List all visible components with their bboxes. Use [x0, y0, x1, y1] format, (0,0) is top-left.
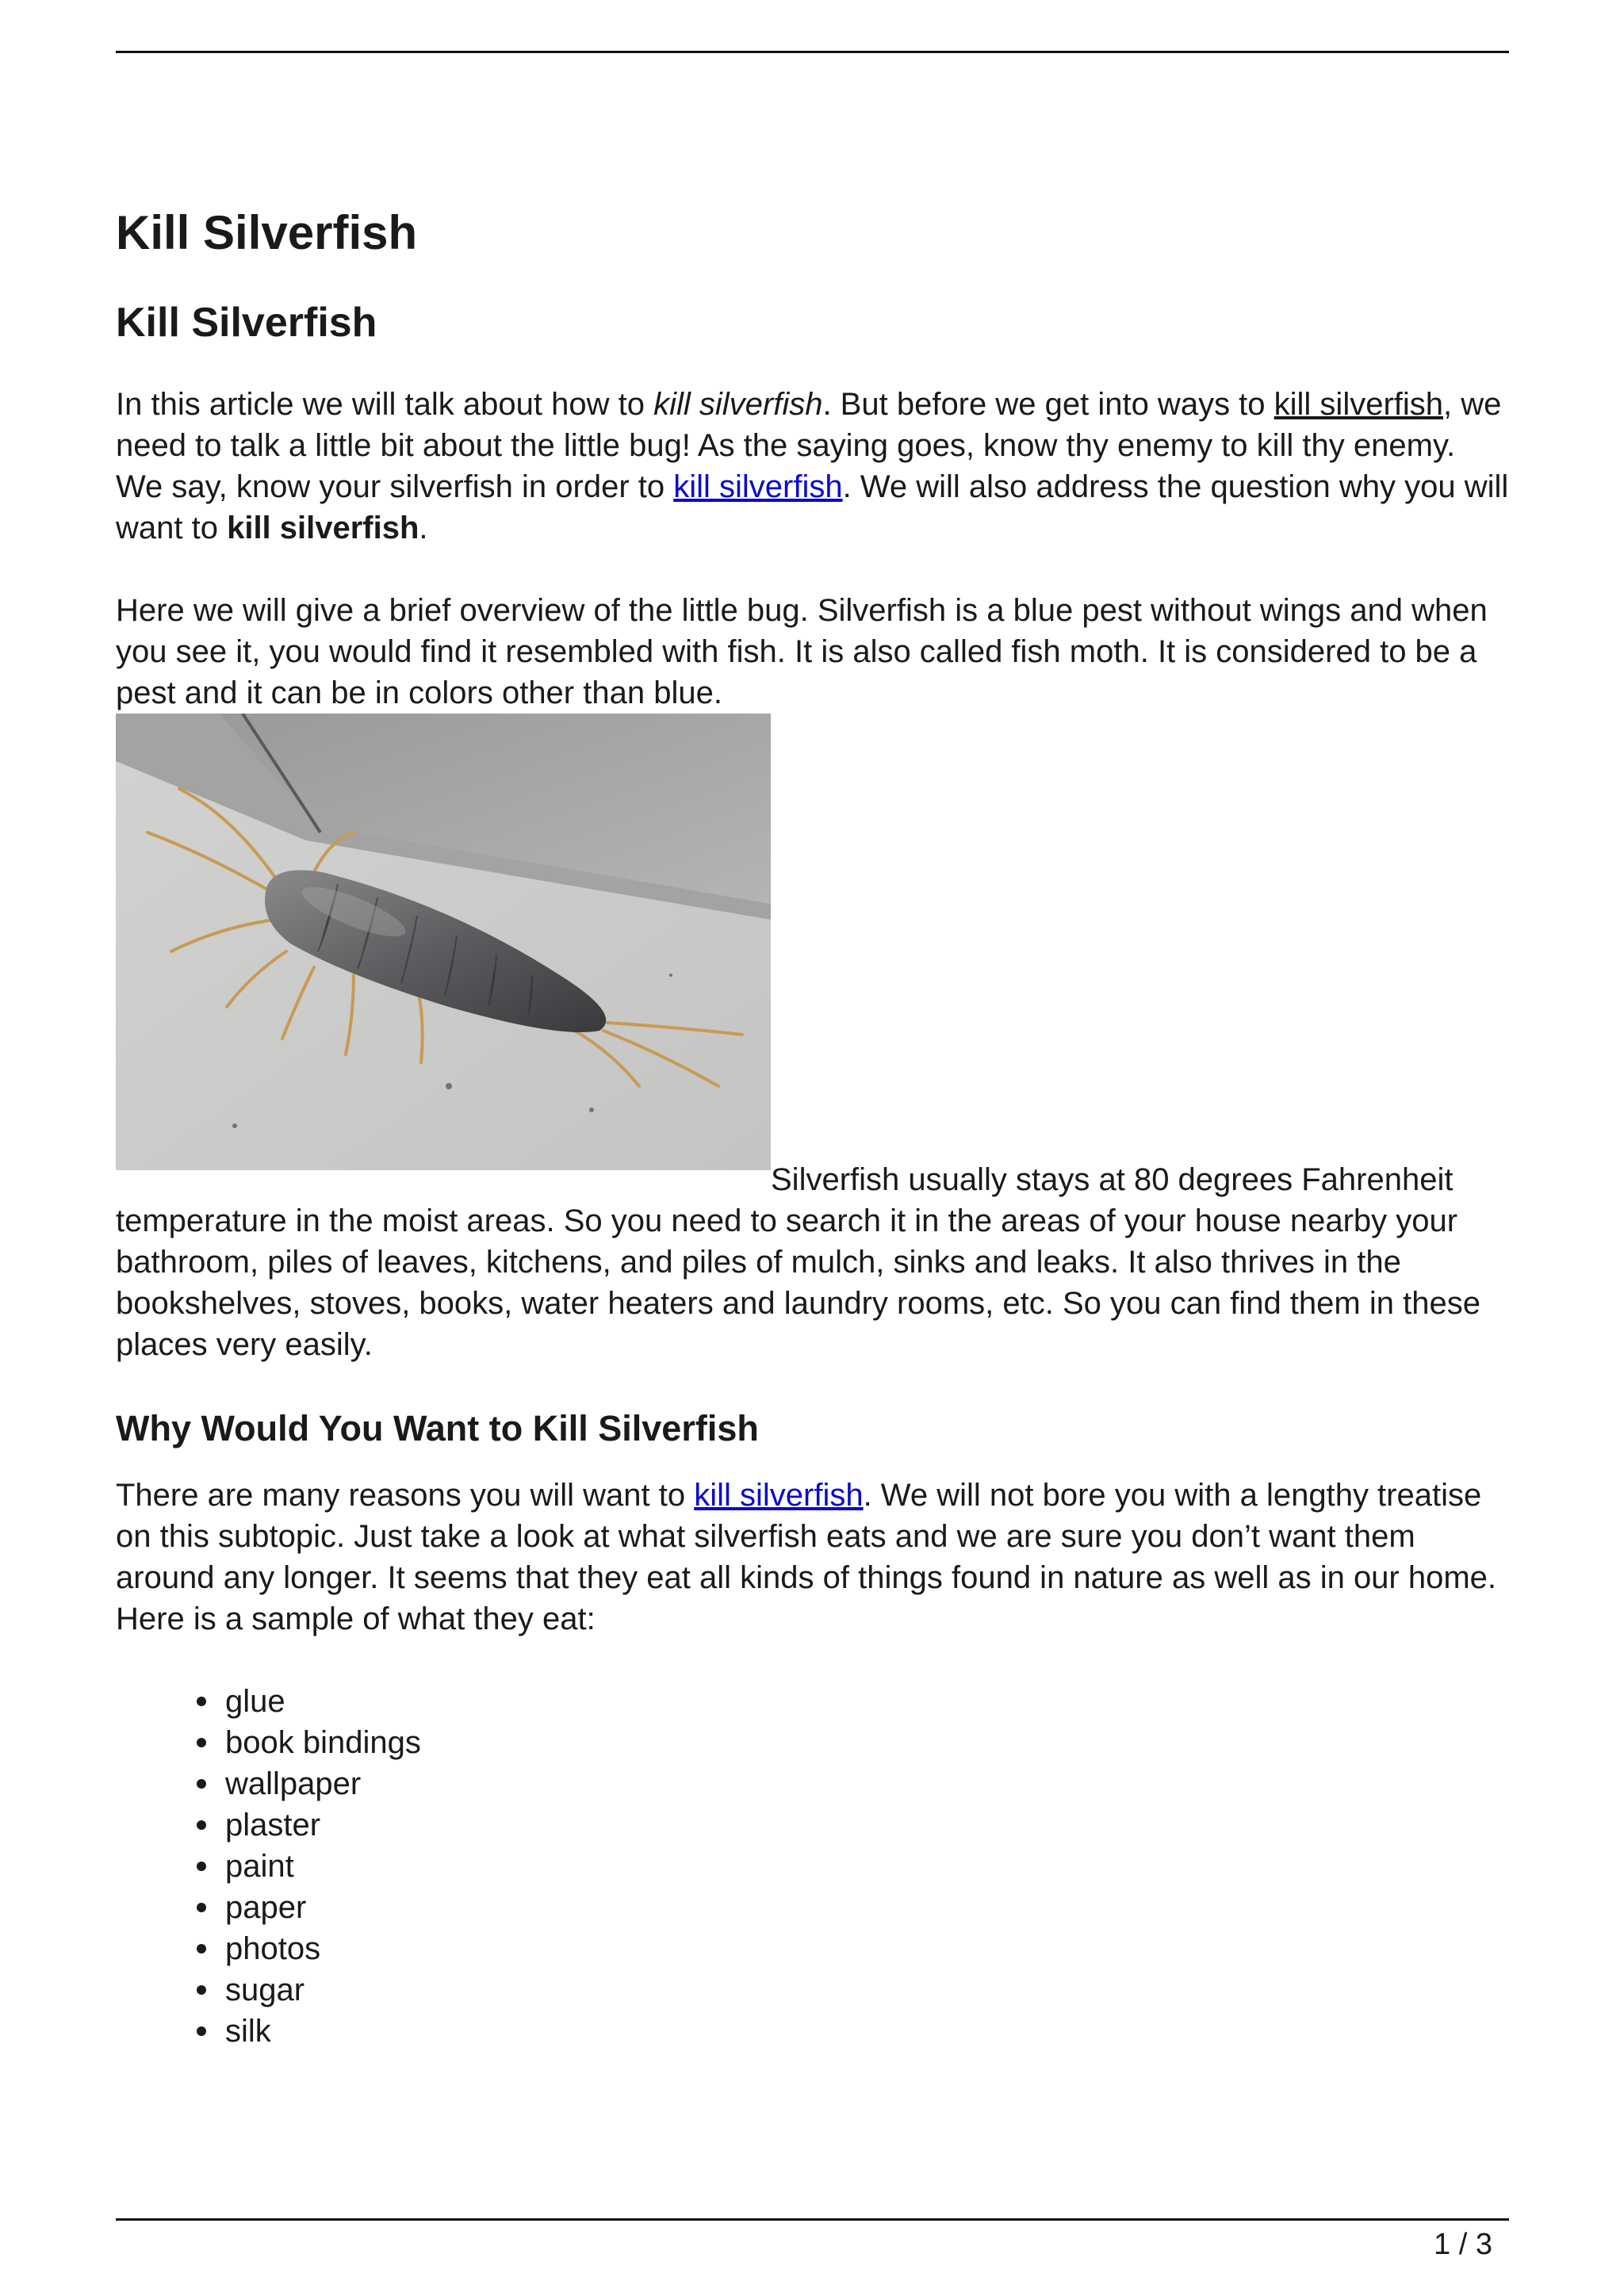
silverfish-photo — [116, 714, 771, 1170]
list-item: silk — [225, 2011, 1509, 2052]
page-number: 1 / 3 — [1434, 2228, 1492, 2261]
kill-silverfish-link-2[interactable]: kill silverfish — [694, 1478, 864, 1513]
list-item: book bindings — [225, 1722, 1509, 1763]
intro-text-d: . We will also address the question why you will want to — [116, 469, 1509, 545]
list-item: sugar — [225, 1969, 1509, 2011]
list-item: paint — [225, 1846, 1509, 1887]
list-item: wallpaper — [225, 1763, 1509, 1804]
why-heading: Why Would You Want to Kill Silverfish — [116, 1408, 759, 1448]
page-title: Kill Silverfish — [116, 206, 418, 259]
header-rule — [116, 51, 1509, 53]
why-paragraph — [116, 1475, 1509, 1640]
kill-silverfish-link[interactable]: kill silverfish — [673, 469, 843, 504]
list-item: photos — [225, 1928, 1509, 1969]
list-item: plaster — [225, 1804, 1509, 1846]
eats-list — [116, 1681, 1509, 2052]
intro-text-e: . — [419, 511, 428, 545]
habitat-paragraph: Silverfish usually stays at 80 degrees Fahrenheit temperature in the moist areas. So you need to search it in the areas of your house nearby your bathroom, piles of leaves, kitchens, and piles of mulch, sinks and leaks. It also thrives in the bookshelves, stoves, books, water heaters and laundry rooms, etc. So you can find them in these places very easily. — [116, 1162, 1480, 1362]
article-heading: Kill Silverfish — [116, 300, 377, 346]
intro-paragraph — [116, 384, 1509, 549]
intro-underline: kill silverfish — [1274, 387, 1444, 422]
article — [116, 205, 1509, 2052]
why-text-b: . We will not bore you with a lengthy treatise on this subtopic. Just take a look at what silverfish eats and we are sure you don’t want them around any longer. It seems that they eat all kinds of things found in nature as well as in our home. Here is a sample of what they eat: — [116, 1478, 1497, 1636]
overview-paragraph: Here we will give a brief overview of the little bug. Silverfish is a blue pest without wings and when you see it, you would find it resembled with fish. It is also called fish moth. It is considered to be a pest and it can be in colors other than blue. — [116, 593, 1488, 710]
list-item: glue — [225, 1681, 1509, 1722]
why-text-a: There are many reasons you will want to — [116, 1478, 695, 1513]
intro-strong: kill silverfish — [227, 511, 419, 545]
intro-emphasis: kill silverfish — [653, 387, 823, 422]
intro-text-a: In this article we will talk about how to — [116, 387, 654, 422]
intro-text-c: , we need to talk a little bit about the little bug! As the saying goes, know thy enemy to kill thy enemy. We say, know your silverfish in order to — [116, 387, 1502, 504]
intro-text-b: . But before we get into ways to — [822, 387, 1274, 422]
list-item: paper — [225, 1887, 1509, 1928]
footer-rule — [116, 2218, 1509, 2221]
